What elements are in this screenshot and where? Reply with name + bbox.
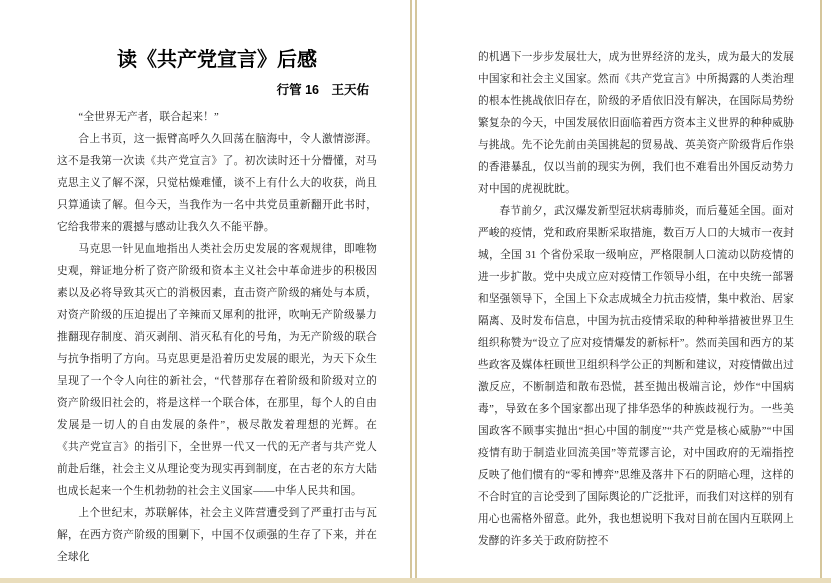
page-bottom-edge <box>0 578 831 583</box>
paragraph: 马克思一针见血地指出人类社会历史发展的客观规律，即唯物史观，辩证地分析了资产阶级和资本主义社会中革命进步的积极因素以及必将导致其灭亡的消极因素，直击资产阶级的痛处与本质，对资产阶级的压迫提出了辛辣而又犀利的批评，吹响无产阶级暴力推翻现存制度、消灭剥削、消灭私有化的号角，为无产阶级的联合与抗争指明了方向。马克思更是沿着历史发展的眼光，为天下众生呈现了一个令人向往的新社会，“代替那存在着阶级和阶级对立的资产阶级旧社会的，将是这样一个联合体，在那里，每个人的自由发展是一切人的自由发展的条件”，极尽散发着理想的光辉。在《共产党宣言》的指引下，全世界一代又一代的无产者与共产党人前赴后继，社会主义从理论变为现实再到制度，在古老的东方大陆也成长起来一个生机勃勃的社会主义国家——中华人民共和国。 <box>57 243 377 497</box>
paragraph: 合上书页，这一振臂高呼久久回荡在脑海中，令人激情澎湃。这不是我第一次读《共产党宣言》了。初次读时还十分懵懂，对马克思主义了解不深，只觉枯燥难懂，谈不上有什么大的收获，尚且只算通读了解。但今天，当我作为一名中共党员重新翻开此书时，它给我带来的震撼与感动让我久久不能平静。 <box>57 133 377 233</box>
paragraph-continuation: 的机遇下一步步发展壮大，成为世界经济的龙头，成为最大的发展中国家和社会主义国家。然而《共产党宣言》中所揭露的人类治理的根本性挑战依旧存在，阶级的矛盾依旧没有解决，在国际局势纷繁复杂的今天，中国发展依旧面临着西方资本主义世界的种种威胁与挑战。先不论先前由美国挑起的贸易战、英美资产阶级背后作祟的香港暴乱，仅以当前的现实为例，我们也不难看出外国反动势力对中国的虎视眈眈。 <box>478 51 794 195</box>
page-gutter <box>410 0 417 578</box>
paragraph: 上个世纪末，苏联解体，社会主义阵营遭受到了严重打击与瓦解，在西方资产阶级的围剿下，中国不仅顽强的生存了下来，并在全球化 <box>57 507 377 563</box>
essay-byline: 行管 16 王天佑 <box>276 83 369 97</box>
paragraph-opening-quote: “全世界无产者，联合起来！” <box>78 111 219 123</box>
page-left <box>0 0 410 578</box>
essay-title: 读《共产党宣言》后感 <box>117 49 317 71</box>
page-right <box>417 0 822 578</box>
paragraph: 春节前夕，武汉爆发新型冠状病毒肺炎，而后蔓延全国。面对严峻的疫情，党和政府果断采取措施，数百万人口的大城市一夜封城，全国 31 个省份采取一级响应，严格限制人口流动以防疫情的进一步扩散。党中央成立应对疫情工作领导小组，在中央统一部署和坚强领导下，全国上下众志成城全力抗击疫情，集中救治、居家隔离、及时发布信息，中国为抗击疫情采取的种种举措被世界卫生组织称赞为“设立了应对疫情爆发的新标杆”。然而美国和西方的某些政客及媒体枉顾世卫组织科学公正的判断和建议，对疫情做出过激反应，不断制造和散布恐慌，甚至抛出极端言论，炒作“中国病毒”，导致在多个国家都出现了排华恐华的种族歧视行为。一些美国政客不顾事实抛出“担心中国的制度”“共产党是核心威胁”“中国疫情有助于制造业回流美国”等荒谬言论，对中国政府的无端指控反映了他们惯有的“零和博弈”思维及落井下石的阴暗心理，这样的不合时宜的言论受到了国际舆论的广泛批评，而我们对这样的别有用心也需格外留意。此外，我也想说明下我对目前在国内互联网上发酵的许多关于政府防控不 <box>478 205 794 547</box>
